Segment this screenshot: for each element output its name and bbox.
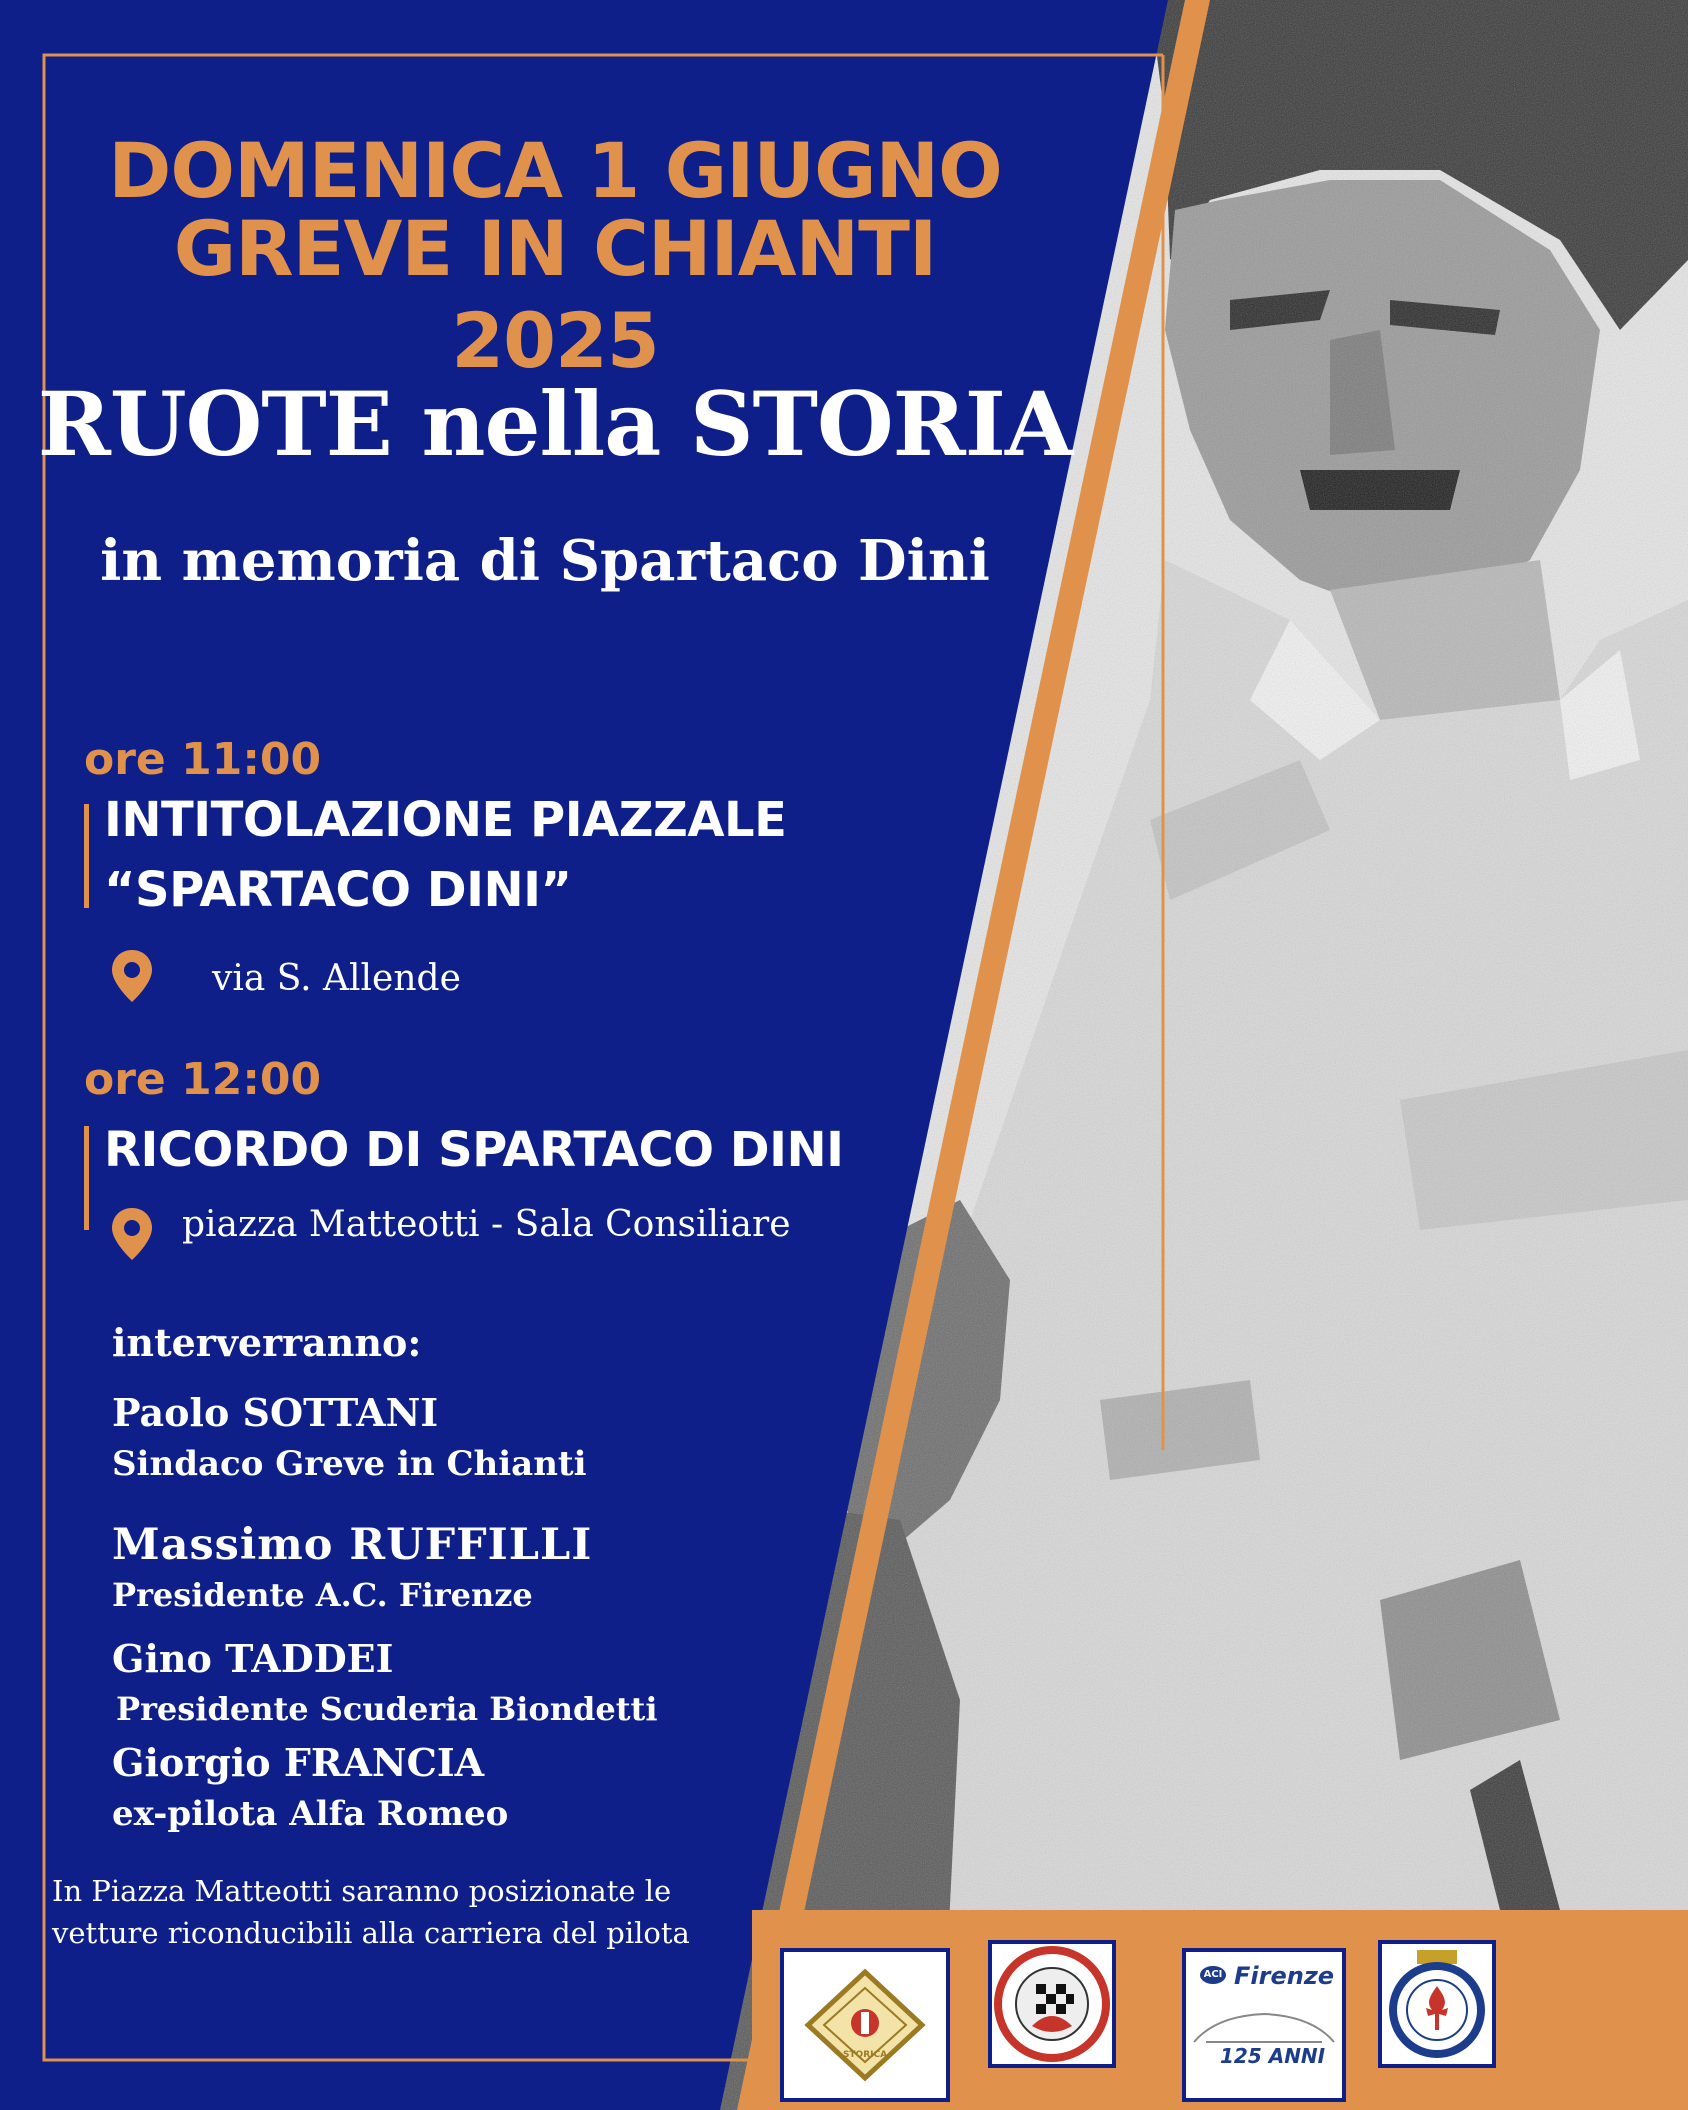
speaker-name: Massimo RUFFILLI	[112, 1520, 593, 1570]
page-subtitle: in memoria di Spartaco Dini	[100, 528, 990, 594]
speaker-role: ex-pilota Alfa Romeo	[112, 1794, 509, 1834]
map-pin-icon	[108, 1206, 156, 1262]
event2-location: piazza Matteotti - Sala Consiliare	[182, 1204, 791, 1245]
event2-title: RICORDO DI SPARTACO DINI	[104, 1122, 844, 1178]
speaker-role: Presidente Scuderia Biondetti	[116, 1690, 658, 1728]
aci-mark: ACI	[1200, 1966, 1226, 1984]
scuderia-logo	[988, 1940, 1116, 2068]
event1-title-line2: “SPARTACO DINI”	[104, 862, 572, 918]
speakers-heading: interverranno:	[112, 1320, 422, 1365]
aci-firenze-logo	[1182, 1948, 1346, 2102]
note-line2: vetture riconducibili alla carriera del pilota	[52, 1916, 690, 1950]
event-place: GREVE IN CHIANTI	[173, 204, 937, 293]
aci-125-text: 125 ANNI	[1220, 2044, 1326, 2068]
speaker-role: Presidente A.C. Firenze	[112, 1576, 533, 1614]
storica-logo	[780, 1948, 950, 2102]
speaker-role: Sindaco Greve in Chianti	[112, 1444, 587, 1484]
speaker-name: Giorgio FRANCIA	[112, 1740, 485, 1785]
event1-accent-bar	[84, 804, 89, 908]
event2-accent-bar	[84, 1126, 89, 1230]
event1-location: via S. Allende	[212, 958, 461, 999]
speaker-name: Paolo SOTTANI	[112, 1390, 439, 1435]
event1-title-line1: INTITOLAZIONE PIAZZALE	[104, 792, 787, 848]
storica-logo-text: STORICA	[842, 2050, 888, 2060]
event-year: 2025	[451, 296, 659, 385]
event2-time: ore 12:00	[84, 1054, 322, 1105]
event-date: DOMENICA 1 GIUGNO	[108, 126, 1002, 215]
note-line1: In Piazza Matteotti saranno posizionate le	[52, 1874, 672, 1908]
event1-time: ore 11:00	[84, 734, 322, 785]
map-pin-icon	[108, 948, 156, 1004]
club-crest-logo	[1378, 1940, 1496, 2068]
aci-firenze-text: Firenze	[1234, 1962, 1335, 1990]
speaker-name: Gino TADDEI	[112, 1636, 394, 1681]
page-title: RUOTE nella STORIA	[37, 372, 1073, 476]
